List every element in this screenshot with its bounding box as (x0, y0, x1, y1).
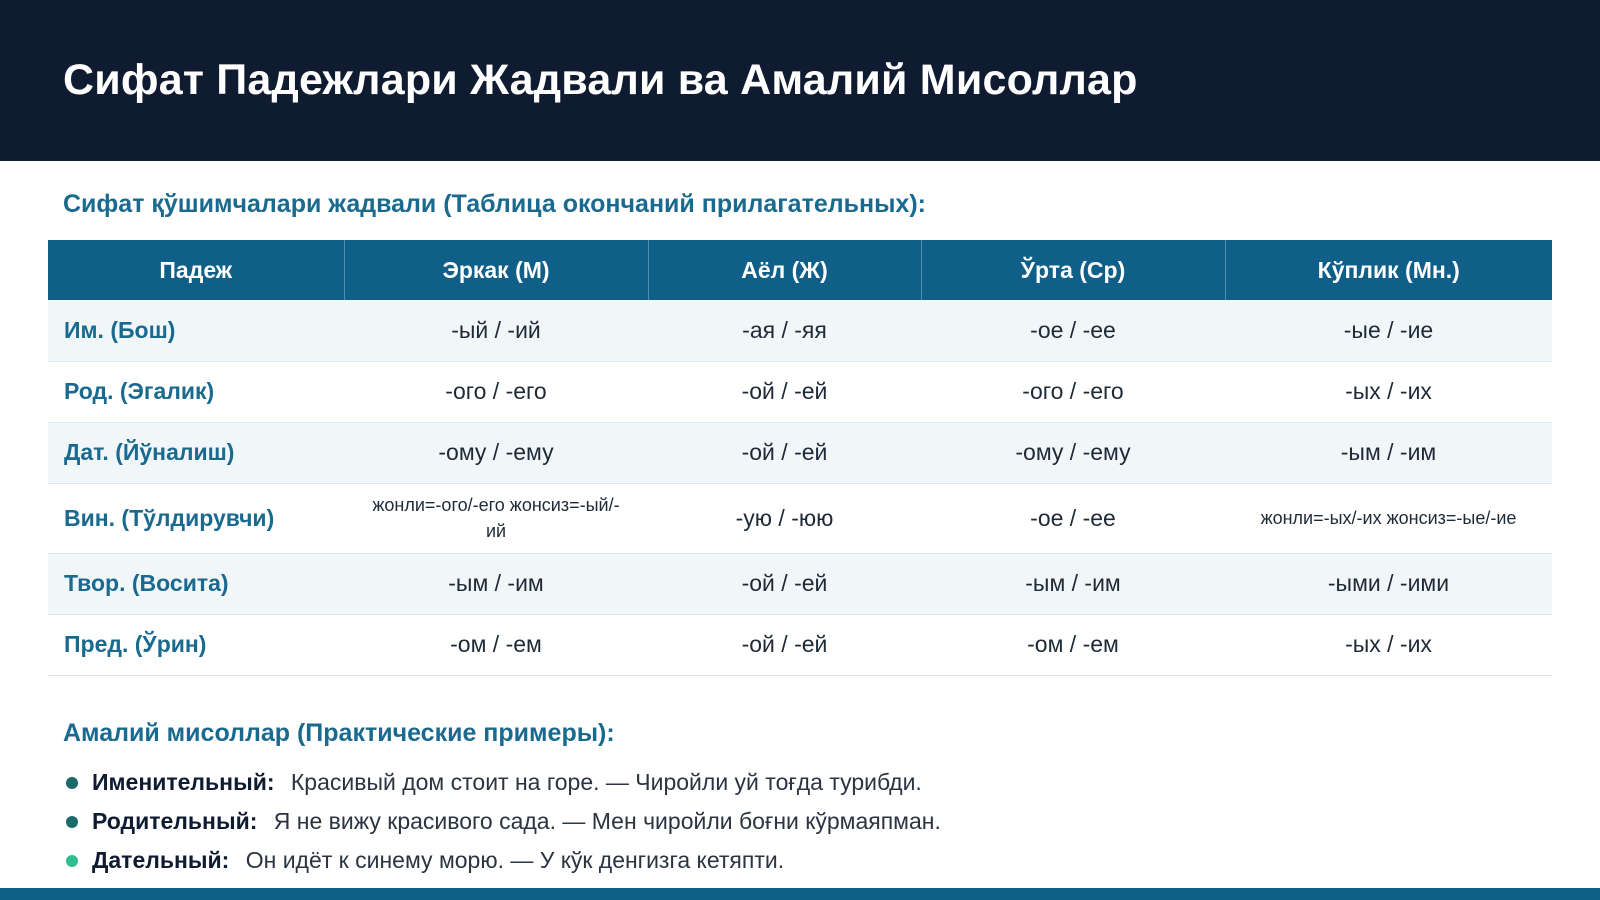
table-row (48, 361, 1552, 422)
case-name: Пред. (Ўрин) (48, 614, 344, 675)
table-cell: -ая / -яя (648, 300, 921, 361)
header-plural: Кўплик (Мн.) (1225, 240, 1552, 300)
header-masculine: Эркак (М) (344, 240, 648, 300)
list-item (64, 843, 941, 882)
case-name: Им. (Бош) (48, 300, 344, 361)
table-cell: -ому / -ему (921, 422, 1225, 483)
table-cell: -ого / -его (344, 361, 648, 422)
table-cell: -ыми / -ими (1225, 553, 1552, 614)
examples-section-title: Амалий мисоллар (Практические примеры): (63, 719, 615, 747)
table-cell: -ой / -ей (648, 553, 921, 614)
table-row (48, 483, 1552, 553)
table-cell: -ым / -им (344, 553, 648, 614)
table-cell: -ой / -ей (648, 422, 921, 483)
case-name: Дат. (Йўналиш) (48, 422, 344, 483)
example-label: Именительный: (92, 769, 275, 795)
table-section-title: Сифат қўшимчалари жадвали (Таблица окончаний прилагательных): (63, 190, 926, 218)
example-text: Красивый дом стоит на горе. — Чиройли уй тоғда турибди. (290, 769, 922, 795)
table-row (48, 300, 1552, 361)
table-cell: -ого / -его (921, 361, 1225, 422)
header-feminine: Аёл (Ж) (648, 240, 921, 300)
case-name: Род. (Эгалик) (48, 361, 344, 422)
table-cell: -ом / -ем (344, 614, 648, 675)
table-cell: -ом / -ем (921, 614, 1225, 675)
bullet-icon (66, 855, 78, 867)
table-row (48, 553, 1552, 614)
table-cell: -ое / -ее (921, 483, 1225, 553)
table-cell: -ым / -им (1225, 422, 1552, 483)
header-neuter: Ўрта (Ср) (921, 240, 1225, 300)
header-case: Падеж (48, 240, 344, 300)
table-header-row (48, 240, 1552, 300)
page-title: Сифат Падежлари Жадвали ва Амалий Мисоллар (63, 56, 1138, 104)
table-row (48, 422, 1552, 483)
table-cell: -ое / -ее (921, 300, 1225, 361)
endings-table (48, 240, 1552, 676)
table-cell: жонли=-ых/-их жонсиз=-ые/-ие (1225, 483, 1552, 553)
example-text: Он идёт к синему морю. — У кўк денгизга кетяпти. (245, 847, 785, 873)
table-cell: -ым / -им (921, 553, 1225, 614)
table-cell: жонли=-ого/-его жонсиз=-ый/-ий (344, 483, 648, 553)
example-label: Родительный: (92, 808, 258, 834)
list-item (64, 804, 941, 843)
example-label: Дательный: (92, 847, 230, 873)
table-cell: -ых / -их (1225, 614, 1552, 675)
footer-bar (0, 888, 1600, 900)
table-cell: -ый / -ий (344, 300, 648, 361)
table-cell: -ую / -юю (648, 483, 921, 553)
table-cell: -ой / -ей (648, 614, 921, 675)
table-cell: -ые / -ие (1225, 300, 1552, 361)
case-name: Твор. (Восита) (48, 553, 344, 614)
table-cell: -ой / -ей (648, 361, 921, 422)
case-name: Вин. (Тўлдирувчи) (48, 483, 344, 553)
bullet-icon (66, 777, 78, 789)
table-cell: -ому / -ему (344, 422, 648, 483)
list-item (64, 765, 941, 804)
table-cell: -ых / -их (1225, 361, 1552, 422)
table-row (48, 614, 1552, 675)
bullet-icon (66, 816, 78, 828)
example-text: Я не вижу красивого сада. — Мен чиройли боғни кўрмаяпман. (273, 808, 941, 834)
examples-list (64, 765, 941, 882)
title-banner (0, 0, 1600, 161)
